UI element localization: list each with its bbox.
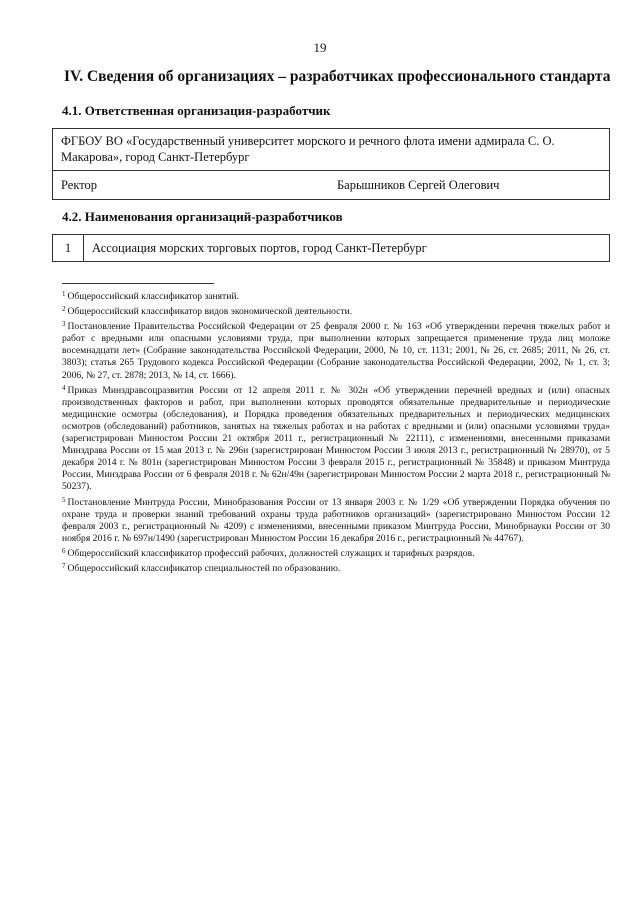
footnote xyxy=(62,560,610,575)
footnote-mark: 7 xyxy=(62,561,66,570)
developer-org-name: Ассоциация морских торговых портов, город Санкт-Петербург xyxy=(92,240,427,255)
responsible-org-heading: 4.1. Ответственная организация-разработчик xyxy=(62,103,331,118)
developer-orgs-heading: 4.2. Наименования организаций-разработчиков xyxy=(62,209,343,224)
section-title: IV. Сведения об организациях – разработчиках профессионального стандарта xyxy=(64,68,611,85)
footnote-separator xyxy=(62,283,214,284)
page-number: 19 xyxy=(313,40,327,55)
footnote xyxy=(62,288,610,303)
footnote-mark: 1 xyxy=(62,290,66,298)
responsible-org-signatory-row xyxy=(53,171,609,199)
footnotes xyxy=(62,288,610,575)
developer-org-row xyxy=(52,234,610,262)
footnote-mark: 6 xyxy=(62,546,66,555)
developer-org-number: 1 xyxy=(53,235,84,261)
footnote-text: Общероссийский классификатор видов экономической деятельности. xyxy=(67,306,353,318)
footnote-text: Приказ Минздравсоцразвития России от 12 апреля 2011 г. № 302н «Об утверждении перечней вредных и (или) опасных производственных факторов и работ, при выполнении которых проводятся обязательные предварительные и периодические медицинские осмотры (обследования), и Порядка проведения обязательных предварительных и периодических медицинских осмотров (обследований) работников, занятых на тяжелых работах и на работах с вредными и (или) опасными условиями труда» (зарегистрирован Минюстом России 21 октября 2011 г., регистрационный № 22111), с изменениями, внесенными приказами Минздрава России от 15 мая 2013 г. № 296н (зарегистрирован Минюстом России 3 июля 2013 г., регистрационный № 28970), от 5 декабря 2014 г. № 801н (зарегистрирован Минюстом России 3 февраля 2015 г., регистрационный № 35848) и приказом Минтруда России, Минздрава России от 6 февраля 2018 г. № 62н/49н (зарегистрирован Минюстом России 2 марта 2018 г., регистрационный № 50237). xyxy=(62,384,610,493)
footnote xyxy=(62,494,610,545)
footnote-mark: 5 xyxy=(62,495,66,504)
footnote xyxy=(62,318,610,381)
footnote-mark: 2 xyxy=(62,305,66,314)
footnote-text: Постановление Минтруда России, Минобразования России от 13 января 2003 г. № 1/29 «Об утверждении Порядка обучения по охране труда и проверки знаний требований охраны труда работников организаций» (зарегистрировано Минюстом России 12 февраля 2003 г., регистрационный № 4209) с изменениями, внесенными приказом Минтруда России, Минобрнауки России от 30 ноября 2016 г. № 697н/1490 (зарегистрирован Минюстом России 16 декабря 2016 г., регистрационный № 44767). xyxy=(62,496,610,544)
signatory-role: Ректор xyxy=(61,177,98,192)
responsible-org-name: ФГБОУ ВО «Государственный университет морского и речного флота имени адмирала С. О. Макарова», город Санкт-Петербург xyxy=(53,129,609,171)
footnote-mark: 4 xyxy=(62,383,66,392)
footnote xyxy=(62,545,610,560)
footnote xyxy=(62,382,610,494)
footnote xyxy=(62,303,610,318)
footnote-mark: 3 xyxy=(62,320,66,329)
footnote-text: Постановление Правительства Российской Федерации от 25 февраля 2000 г. № 163 «Об утверждении перечня тяжелых работ и работ с вредными или опасными условиями труда, при выполнении которых запрещается применение труда лиц моложе восемнадцати лет» (Собрание законодательства Российской Федерации, 2000, № 10, ст. 1131; 2001, № 26, ст. 2685; 2011, № 26, ст. 3803); статья 265 Трудового кодекса Российской Федерации (Собрание законодательства Российской Федерации, 2002, № 1, ст. 3; 2006, № 27, ст. 2878; 2013, № 14, ст. 1666). xyxy=(62,321,610,381)
footnote-text: Общероссийский классификатор специальностей по образованию. xyxy=(67,562,341,574)
footnote-text: Общероссийский классификатор профессий рабочих, должностей служащих и тарифных разрядов. xyxy=(67,547,475,559)
signatory-name: Барышников Сергей Олегович xyxy=(337,177,500,192)
footnote-text: Общероссийский классификатор занятий. xyxy=(67,291,239,302)
responsible-org-table xyxy=(52,128,610,200)
